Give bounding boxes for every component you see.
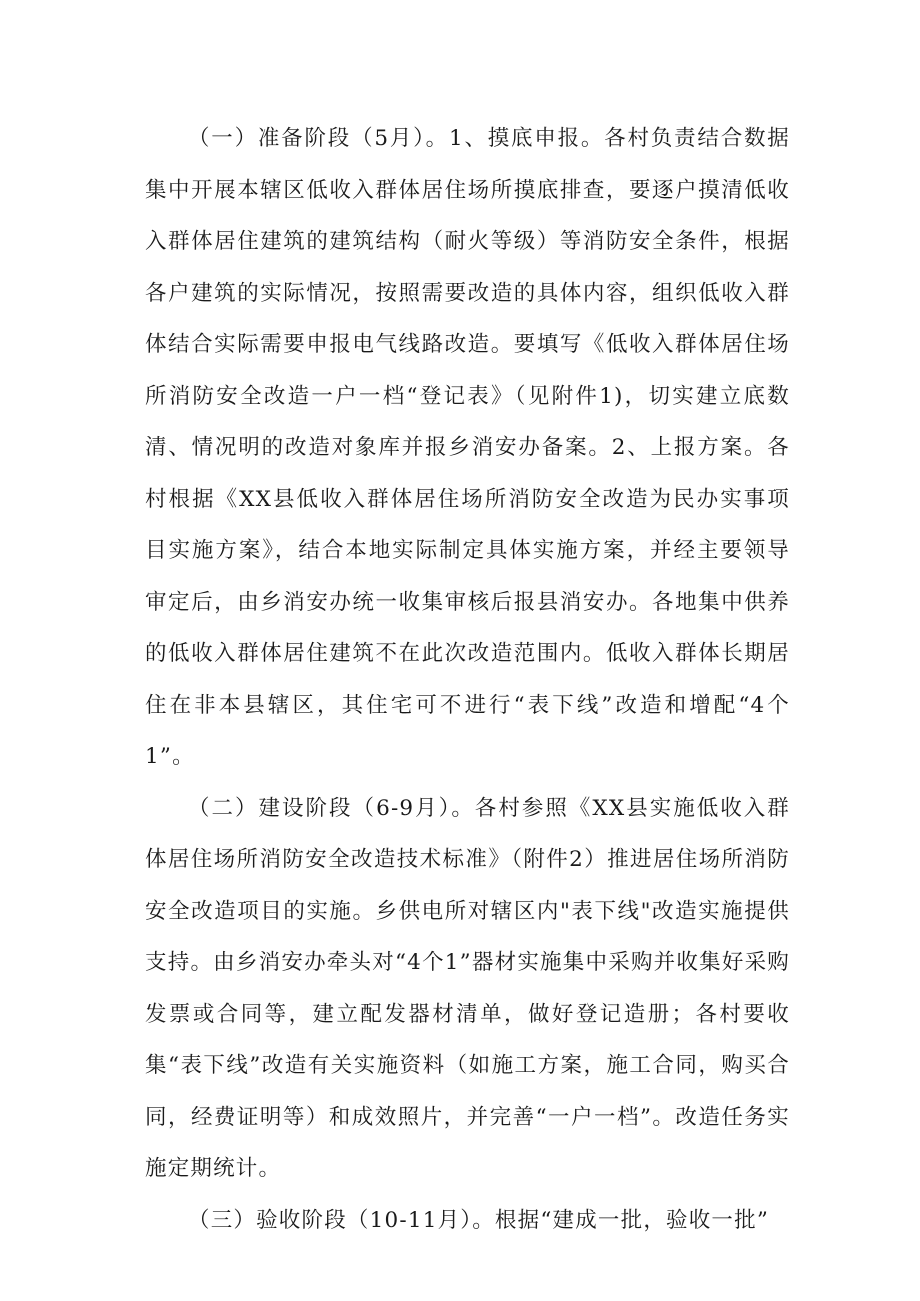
paragraph-acceptance-stage: （三）验收阶段（10-11月）。根据“建成一批，验收一批” — [188, 1207, 770, 1233]
document-body — [145, 113, 790, 1246]
paragraph-construction-stage: （二）建设阶段（6-9月）。各村参照《XX县实施低收入群体居住场所消防安全改造技术标准》（附件2）推进居住场所消防安全改造项目的实施。乡供电所对辖区内"表下线"改造实施提供支持。由乡消安办牵头对“4个1”器材实施集中采购并收集好采购发票或合同等，建立配发器材清单，做好登记造册；各村要收集“表下线”改造有关实施资料（如施工方案，施工合同，购买合同，经费证明等）和成效照片，并完善“一户一档”。改造任务实施定期统计。 — [145, 795, 790, 1181]
paragraph-preparation-stage: （一）准备阶段（5月）。1、摸底申报。各村负责结合数据集中开展本辖区低收入群体居住场所摸底排查，要逐户摸清低收入群体居住建筑的建筑结构（耐火等级）等消防安全条件，根据各户建筑的实际情况，按照需要改造的具体内容，组织低收入群体结合实际需要申报电气线路改造。要填写《低收入群体居住场所消防安全改造一户一档“登记表》（见附件1)，切实建立底数清、情况明的改造对象库并报乡消安办备案。2、上报方案。各村根据《XX县低收入群体居住场所消防安全改造为民办实事项目实施方案》，结合本地实际制定具体实施方案，并经主要领导审定后，由乡消安办统一收集审核后报县消安办。各地集中供养的低收入群体居住建筑不在此次改造范围内。低收入群体长期居住在非本县辖区，其住宅可不进行“表下线”改造和增配“4个1”。 — [145, 126, 790, 769]
